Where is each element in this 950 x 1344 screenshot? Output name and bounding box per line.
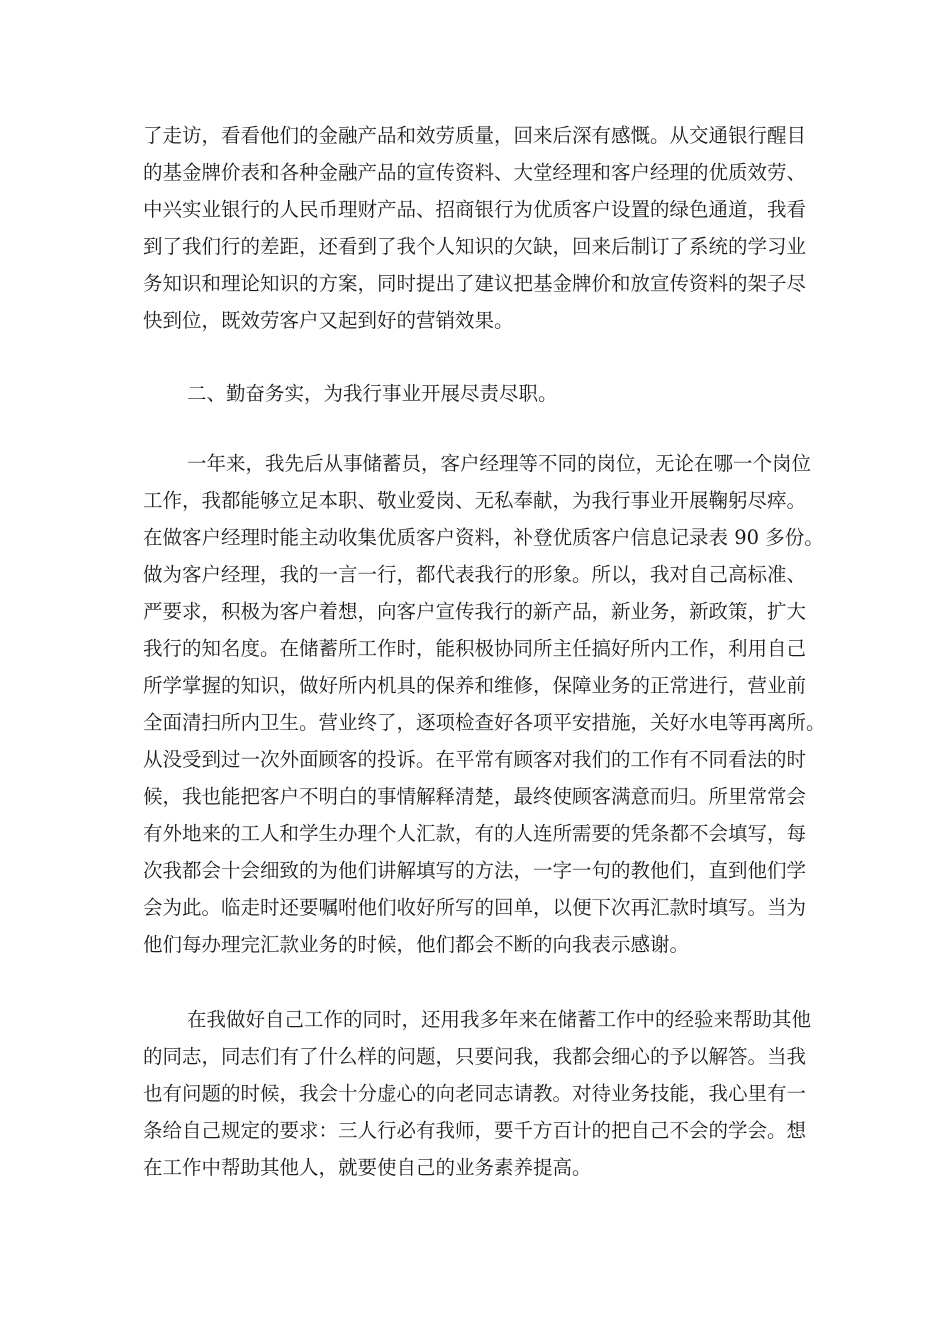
text-line: 所学掌握的知识，做好所内机具的保养和维修，保障业务的正常进行，营业前 bbox=[143, 674, 807, 697]
section-heading-text: 二、勤奋务实，为我行事业开展尽责尽职。 bbox=[187, 382, 558, 405]
paragraph-helping-colleagues bbox=[143, 1001, 812, 1186]
text-line: 他们每办理完汇款业务的时候，他们都会不断的向我表示感谢。 bbox=[143, 933, 690, 956]
text-line: 条给自己规定的要求：三人行必有我师，要千方百计的把自己不会的学会。想 bbox=[143, 1119, 807, 1142]
text-line: 我行的知名度。在储蓄所工作时，能积极协同所主任搞好所内工作，利用自己 bbox=[143, 637, 807, 660]
text-line: 工作，我都能够立足本职、敬业爱岗、无私奉献，为我行事业开展鞠躬尽瘁。 bbox=[143, 489, 807, 512]
text-line: 一年来，我先后从事储蓄员，客户经理等不同的岗位，无论在哪一个岗位 bbox=[187, 452, 812, 475]
text-line: 务知识和理论知识的方案，同时提出了建议把基金牌价和放宣传资料的架子尽 bbox=[143, 272, 807, 295]
text-line: 的同志，同志们有了什么样的问题，只要问我，我都会细心的予以解答。当我 bbox=[143, 1045, 807, 1068]
text-line: 的基金牌价表和各种金融产品的宣传资料、大堂经理和客户经理的优质效劳、 bbox=[143, 161, 807, 184]
paragraph-work-duties bbox=[143, 445, 826, 963]
text-line: 有外地来的工人和学生办理个人汇款，有的人连所需要的凭条都不会填写，每 bbox=[143, 822, 807, 845]
text-line: 在工作中帮助其他人，就要使自己的业务素养提高。 bbox=[143, 1156, 592, 1179]
text-line: 中兴实业银行的人民币理财产品、招商银行为优质客户设置的绿色通道，我看 bbox=[143, 198, 807, 221]
text-line: 在做客户经理时能主动收集优质客户资料，补登优质客户信息记录表 90 多份。 bbox=[143, 526, 824, 549]
text-line: 了走访，看看他们的金融产品和效劳质量，回来后深有感慨。从交通银行醒目 bbox=[143, 124, 807, 147]
section-heading bbox=[143, 375, 803, 412]
paragraph-visit-reflection bbox=[143, 117, 807, 339]
text-line: 在我做好自己工作的同时，还用我多年来在储蓄工作中的经验来帮助其他 bbox=[187, 1008, 812, 1031]
text-line: 到了我们行的差距，还看到了我个人知识的欠缺，回来后制订了系统的学习业 bbox=[143, 235, 807, 258]
text-line: 候，我也能把客户不明白的事情解释清楚，最终使顾客满意而归。所里常常会 bbox=[143, 785, 807, 808]
text-line: 全面清扫所内卫生。营业终了，逐项检查好各项平安措施，关好水电等再离所。 bbox=[143, 711, 826, 734]
text-line: 也有问题的时候，我会十分虚心的向老同志请教。对待业务技能，我心里有一 bbox=[143, 1082, 807, 1105]
text-line: 从没受到过一次外面顾客的投诉。在平常有顾客对我们的工作有不同看法的时 bbox=[143, 748, 807, 771]
text-line: 做为客户经理，我的一言一行，都代表我行的形象。所以，我对自己高标准、 bbox=[143, 563, 807, 586]
text-line: 快到位，既效劳客户又起到好的营销效果。 bbox=[143, 309, 514, 332]
text-line: 严要求，积极为客户着想，向客户宣传我行的新产品，新业务，新政策，扩大 bbox=[143, 600, 807, 623]
text-line: 会为此。临走时还要嘱咐他们收好所写的回单，以便下次再汇款时填写。当为 bbox=[143, 896, 807, 919]
text-line: 次我都会十会细致的为他们讲解填写的方法，一字一句的教他们，直到他们学 bbox=[143, 859, 807, 882]
